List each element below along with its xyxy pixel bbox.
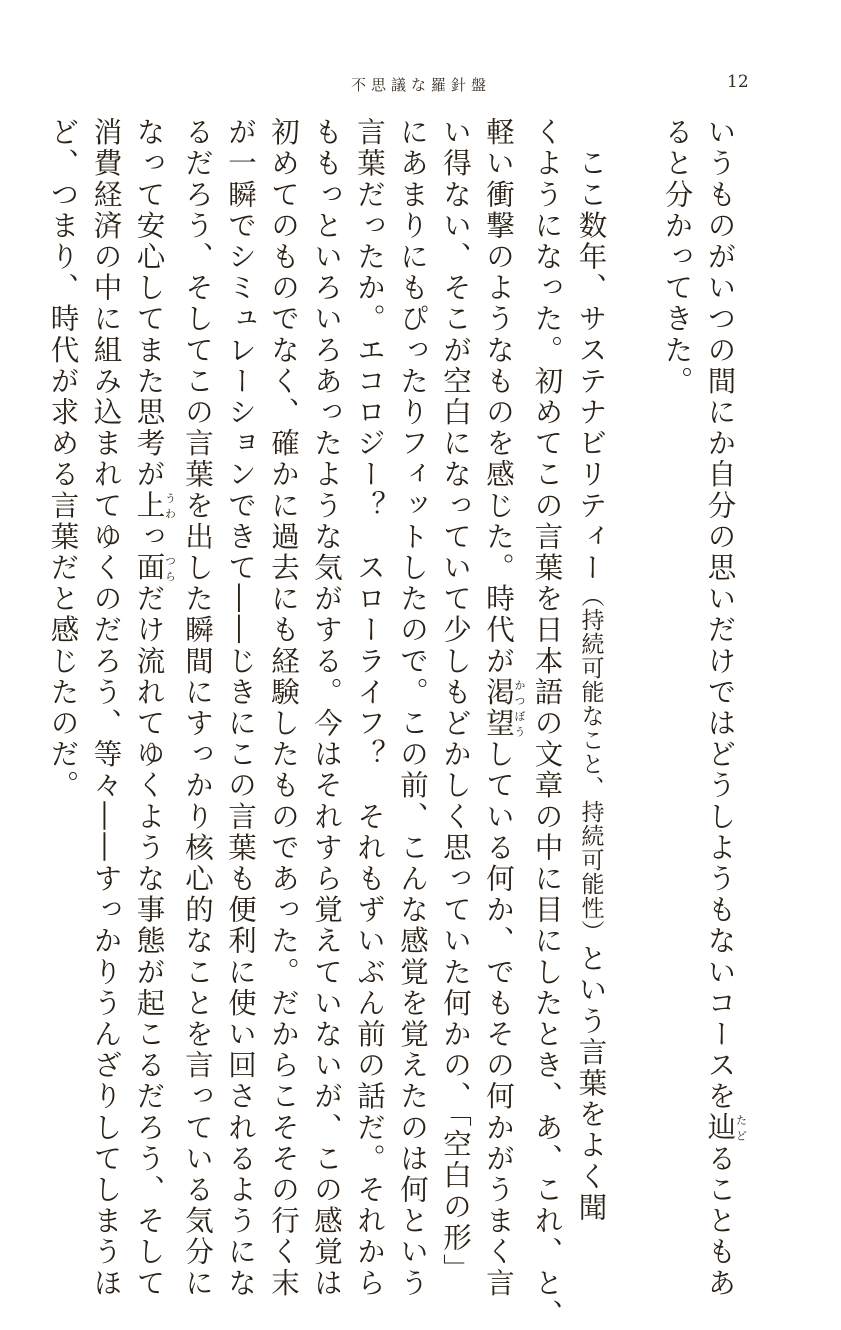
text-line: ここ数年、サステナビリティー（持続可能なこと、持続可能性）という言葉をよく聞	[574, 148, 608, 1224]
parenthetical-note: （持続可能なこと、持続可能性）	[577, 583, 604, 944]
page-number: 12	[727, 72, 749, 92]
text-line: ると分かってきた。	[660, 117, 694, 397]
ruby-word: 上うわ	[132, 490, 177, 522]
text-line: が一瞬でシミュレーションできて――じきにこの言葉も便利に使い回されるようにな	[224, 117, 257, 1299]
paragraph-2	[42, 117, 613, 1330]
text-line: 初めてのものでなく、確かに過去にも経験したものであった。だからこそその行く末	[267, 117, 300, 1299]
ruby-word: 渇望かつぼう	[482, 676, 526, 740]
vertical-text-block	[46, 117, 748, 1330]
text-line: くようになった。初めてこの言葉を日本語の文章の中に目にしたとき、あ、これ、と、	[530, 117, 564, 1330]
paragraph-1	[656, 117, 748, 1299]
text-line: ど、つまり、時代が求める言葉だと感じたのだ。	[46, 117, 80, 802]
text-line: にあまりにもぴったりフィットしたので。この前、こんな感覚を覚えたのは何という	[396, 117, 429, 1299]
running-title: 不思議な羅針盤	[351, 76, 492, 94]
text-line: るだろう、そしてこの言葉を出した瞬間にすっかり核心的なことを言っている気分に	[181, 117, 214, 1299]
text-line: ももっといろいろあったような気がする。今はそれすら覚えていないが、この感覚は	[310, 117, 343, 1299]
ruby-word: 面つら	[132, 552, 177, 584]
text-line: 軽い衝撃のようなものを感じた。時代が渇望かつぼうしている何か、でもその何かがうまく言	[482, 117, 526, 1299]
text-line: い得ない、そこが空白になっていて少しもどかしく思っていた何かの、「空白の形」	[439, 117, 472, 1285]
text-line: いうものがいつの間にか自分の思いだけではどうしようもないコースを辿たどることもあ	[703, 117, 748, 1299]
text-line: 言葉だったか。エコロジー？ スローライフ？ それもずいぶん前の話だ。それから	[353, 117, 386, 1299]
text-line: なって安心してまた思考が上うわっ面つらだけ流れてゆくような事態が起こるだろう、そして	[132, 117, 177, 1299]
ruby-word: 辿たど	[703, 1112, 748, 1144]
text-line: 消費経済の中に組み込まれてゆくのだろう、等々――すっかりうんざりしてしまうほ	[89, 117, 123, 1299]
